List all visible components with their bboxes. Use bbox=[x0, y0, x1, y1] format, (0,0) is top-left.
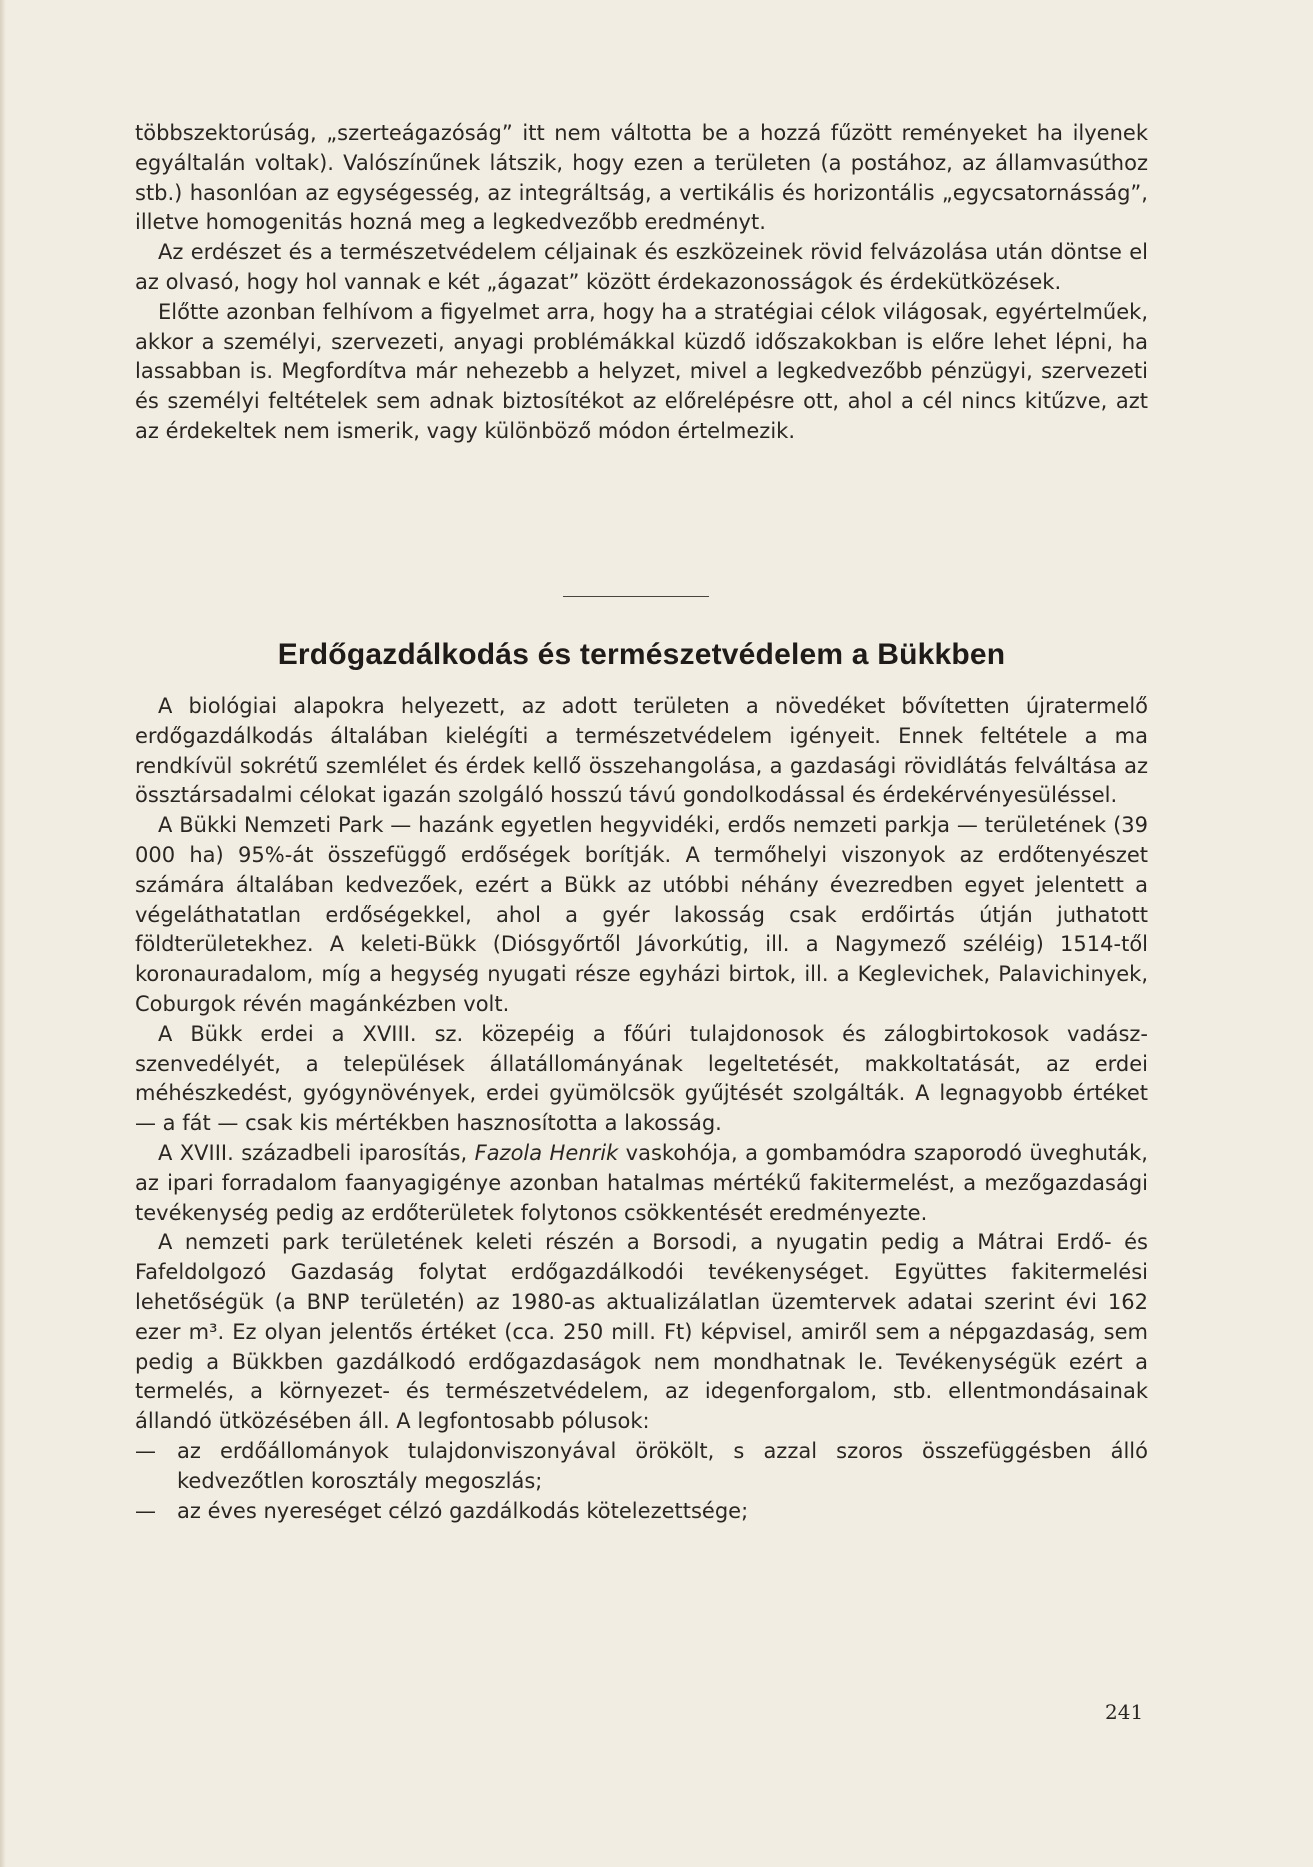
list-item-text: az erdőállományok tulajdonviszonyával örökölt, s azzal szoros összefüggésben álló kedvezőtlen korosztály megoszlás; bbox=[177, 1438, 1148, 1493]
page-number: 241 bbox=[1105, 1700, 1144, 1724]
paragraph: A Bükk erdei a XVIII. sz. közepéig a főúri tulajdonosok és zálogbirtokosok vadász-szenvedélyét, a települések állatállományának legeltetését, makkoltatását, az erdei méhészkedést, gyógynövények, erdei gyümölcsök gyűjtését szolgálták. A legnagyobb értéket — a fát — csak kis mértékben hasznosította a lakosság. bbox=[135, 1021, 1148, 1136]
person-name: Fazola Henrik bbox=[474, 1140, 619, 1165]
list-item bbox=[135, 1497, 1148, 1527]
list-dash: — bbox=[135, 1498, 156, 1523]
main-section bbox=[135, 692, 1148, 1526]
paragraph-text: A XVIII. századbeli iparosítás, bbox=[158, 1140, 475, 1165]
list-item bbox=[135, 1437, 1148, 1497]
list-item-text: az éves nyereséget célzó gazdálkodás kötelezettsége; bbox=[177, 1498, 749, 1523]
paragraph: A Bükki Nemzeti Park — hazánk egyetlen hegyvidéki, erdős nemzeti parkja — területének (39 000 ha) 95%-át összefüggő erdőségek borítják. A termőhelyi viszonyok az erdőtenyészet számára általában kedvezőek, ezért a Bükk az utóbbi néhány évezredben egyet jelentett a végeláthatatlan erdőségekkel, ahol a gyér lakosság csak erdőirtás útján juthatott földterületekhez. A keleti-Bükk (Diósgyőrtől Jávorkútig, ill. a Nagymező széléig) 1514-től koronauradalom, míg a hegység nyugati része egyházi birtok, ill. a Keglevichek, Palavichinyek, Coburgok révén magánkézben volt. bbox=[135, 813, 1148, 1016]
paragraph: Előtte azonban felhívom a figyelmet arra, hogy ha a stratégiai célok világosak, egyértelműek, akkor a személyi, szervezeti, anyagi problémákkal küzdő időszakokban is előre lehet lépni, ha lassabban is. Megfordítva már nehezebb a helyzet, mivel a legkedvezőbb pénzügyi, szervezeti és személyi feltételek sem adnak biztosítékot az előrelépésre ott, ahol a cél nincs kitűzve, azt az érdekeltek nem ismerik, vagy különböző módon értelmezik. bbox=[135, 299, 1148, 443]
page-edge-shadow bbox=[0, 0, 6, 1867]
paragraph-text: vaskohója, a gombamódra szaporodó üveghuták, az ipari forradalom faanyagigénye azonban hatalmas mértékű fakitermelést, a mezőgazdasági tevékenység pedig az erdőterületek folytonos csökkentését eredményezte. bbox=[135, 1140, 1148, 1225]
paragraph-industrialization bbox=[135, 1139, 1148, 1228]
paragraph: többszektorúság, „szerteágazóság” itt nem váltotta be a hozzá fűzött reményeket ha ilyenek egyáltalán voltak). Valószínűnek látszik, hogy ezen a területen (a postához, az államvasúthoz stb.) hasonlóan az egységesség, az integráltság, a vertikális és horizontális „egycsatornásság”, illetve homogenitás hozná meg a legkedvezőbb eredményt. bbox=[135, 121, 1148, 235]
intro-section bbox=[135, 119, 1148, 447]
list-dash: — bbox=[135, 1438, 156, 1463]
section-divider bbox=[563, 596, 709, 597]
paragraph: A nemzeti park területének keleti részén a Borsodi, a nyugatin pedig a Mátrai Erdő- és Fafeldolgozó Gazdaság folytat erdőgazdálkodói tevékenységet. Együttes fakitermelési lehetőségük (a BNP területén) az 1980-as aktualizálatlan üzemtervek adatai szerint évi 162 ezer m³. Ez olyan jelentős értéket (cca. 250 mill. Ft) képvisel, amiről sem a népgazdaság, sem pedig a Bükkben gazdálkodó erdőgazdaságok nem mondhatnak le. Tevékenységük ezért a termelés, a környezet- és természetvédelem, az idegenforgalom, stb. ellentmondásainak állandó ütközésében áll. A legfontosabb pólusok: bbox=[135, 1230, 1148, 1434]
section-title: Erdőgazdálkodás és természetvédelem a Bükkben bbox=[277, 638, 1006, 671]
paragraph: A biológiai alapokra helyezett, az adott területen a növedéket bővítetten újratermelő erdőgazdálkodás általában kielégíti a természetvédelem igényeit. Ennek feltétele a ma rendkívül sokrétű szemlélet és érdek kellő összehangolása, a gazdasági rövidlátás felváltása az össztársadalmi célokat igazán szolgáló hosszú távú gondolkodással és érdekérvényesüléssel. bbox=[135, 694, 1148, 808]
paragraph: Az erdészet és a természetvédelem céljainak és eszközeinek rövid felvázolása után döntse el az olvasó, hogy hol vannak e két „ágazat” között érdekazonosságok és érdekütközések. bbox=[135, 240, 1148, 294]
